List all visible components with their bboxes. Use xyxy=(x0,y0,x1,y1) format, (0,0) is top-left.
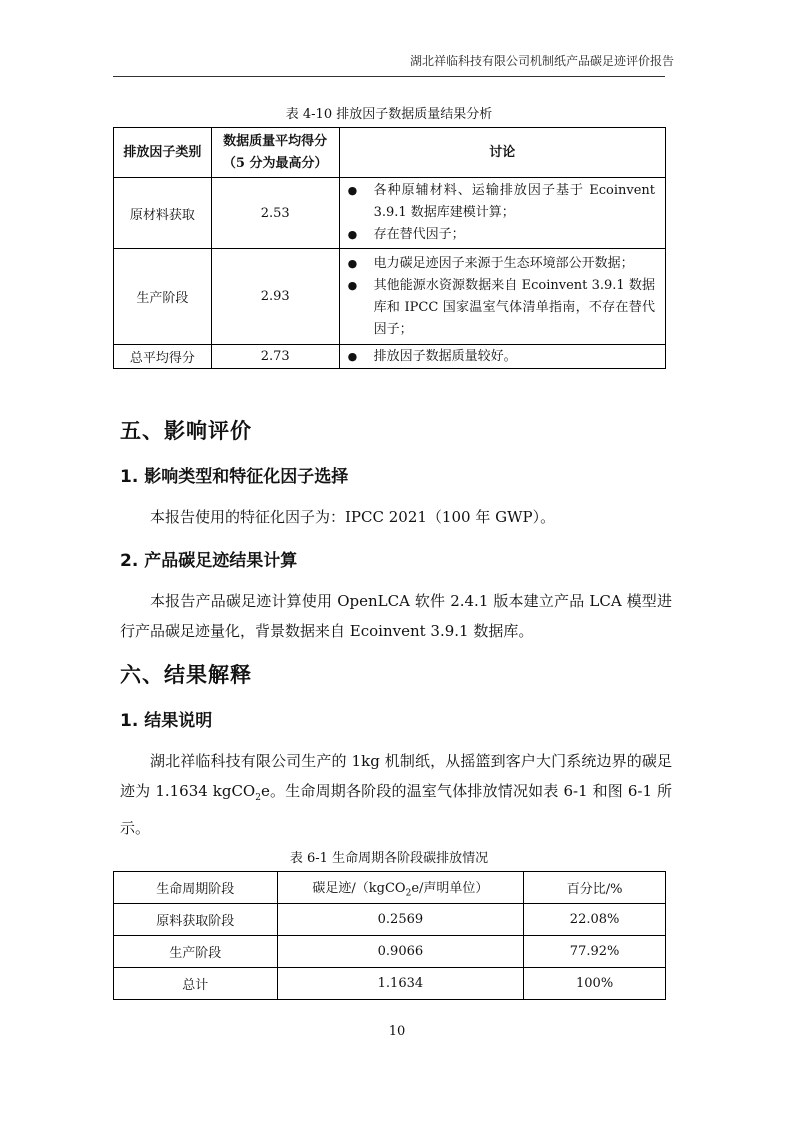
section-5-1-heading: 1. 影响类型和特征化因子选择 xyxy=(120,467,349,487)
header-carbon-footprint: 碳足迹/（kgCO$_2$e/声明单位） xyxy=(277,872,524,904)
table-row xyxy=(114,249,666,345)
bullet-icon: ● xyxy=(347,256,358,270)
row-discussion xyxy=(339,249,665,345)
bullet-icon: ● xyxy=(347,349,358,363)
table-row xyxy=(114,936,666,968)
section-5-1-text: 本报告使用的特征化因子为：IPCC 2021（100 年 GWP）。 xyxy=(150,508,556,526)
header-category: 排放因子类别 xyxy=(114,128,212,178)
row-score: 2.73 xyxy=(211,345,339,369)
row-score: 2.93 xyxy=(211,249,339,345)
row-category: 生产阶段 xyxy=(114,249,212,345)
page-header: 湖北祥临科技有限公司机制纸产品碳足迹评价报告 xyxy=(409,54,674,68)
header-rule xyxy=(113,76,665,77)
bullet-icon: ● xyxy=(347,184,358,197)
section-5-heading: 五、影响评价 xyxy=(120,419,252,443)
row-category: 原材料获取 xyxy=(114,178,212,249)
table-header-row xyxy=(114,872,666,904)
header-percent: 百分比/% xyxy=(524,872,666,904)
table-4-10-caption: 表 4-10 排放因子数据质量结果分析 xyxy=(285,107,493,122)
row-stage: 总计 xyxy=(114,968,278,1000)
section-6-1-heading: 1. 结果说明 xyxy=(120,711,213,731)
row-score: 2.53 xyxy=(211,178,339,249)
bullet-icon: ● xyxy=(347,228,358,241)
header-score xyxy=(211,128,339,178)
bullet-item: ● 电力碳足迹因子来源于生态环境部公开数据； xyxy=(348,253,655,275)
row-category: 总平均得分 xyxy=(114,345,212,369)
row-stage: 原料获取阶段 xyxy=(114,904,278,936)
header-stage: 生命周期阶段 xyxy=(114,872,278,904)
row-value: 0.9066 xyxy=(277,936,524,968)
section-6-heading: 六、结果解释 xyxy=(120,663,252,687)
emission-factor-quality-table xyxy=(113,127,666,369)
section-6-1-text: 湖北祥临科技有限公司生产的 1kg 机制纸，从摇篮到客户大门系统边界的碳足迹为 1.1634 kgCO$_2$e。生命周期各阶段的温室气体排放情况如表 6-1 和图 6-1 所示。 xyxy=(120,752,672,837)
table-header-row xyxy=(114,128,666,178)
table-row xyxy=(114,178,666,249)
section-5-2-text: 本报告产品碳足迹计算使用 OpenLCA 软件 2.4.1 版本建立产品 LCA 模型进行产品碳足迹量化，背景数据来自 Ecoinvent 3.9.1 数据库。 xyxy=(120,592,672,640)
header-score-line1: 数据质量平均得分 xyxy=(223,133,328,149)
bullet-item: ● 排放因子数据质量较好。 xyxy=(348,346,655,368)
header-discussion: 讨论 xyxy=(339,128,665,178)
row-value: 0.2569 xyxy=(277,904,524,936)
row-percent: 22.08% xyxy=(524,904,666,936)
row-percent: 77.92% xyxy=(524,936,666,968)
bullet-icon: ● xyxy=(347,278,358,292)
table-row xyxy=(114,345,666,369)
row-stage: 生产阶段 xyxy=(114,936,278,968)
lifecycle-emissions-table xyxy=(113,871,666,1000)
header-score-line2: （5 分为最高分） xyxy=(222,155,328,171)
table-row xyxy=(114,968,666,1000)
bullet-item: ● 各种原辅材料、运输排放因子基于 Ecoinvent 3.9.1 数据库建模计算； xyxy=(348,180,655,224)
bullet-item: ● 存在替代因子； xyxy=(348,224,655,246)
bullet-item: ● 其他能源水资源数据来自 Ecoinvent 3.9.1 数据库和 IPCC 国家温室气体清单指南，不存在替代因子； xyxy=(348,275,655,341)
table-row xyxy=(114,904,666,936)
section-5-2-heading: 2. 产品碳足迹结果计算 xyxy=(120,551,298,571)
row-value: 1.1634 xyxy=(277,968,524,1000)
row-percent: 100% xyxy=(524,968,666,1000)
row-discussion xyxy=(339,345,665,369)
table-6-1-caption: 表 6-1 生命周期各阶段碳排放情况 xyxy=(289,851,489,866)
row-discussion xyxy=(339,178,665,249)
page-number: 10 xyxy=(388,1024,406,1039)
